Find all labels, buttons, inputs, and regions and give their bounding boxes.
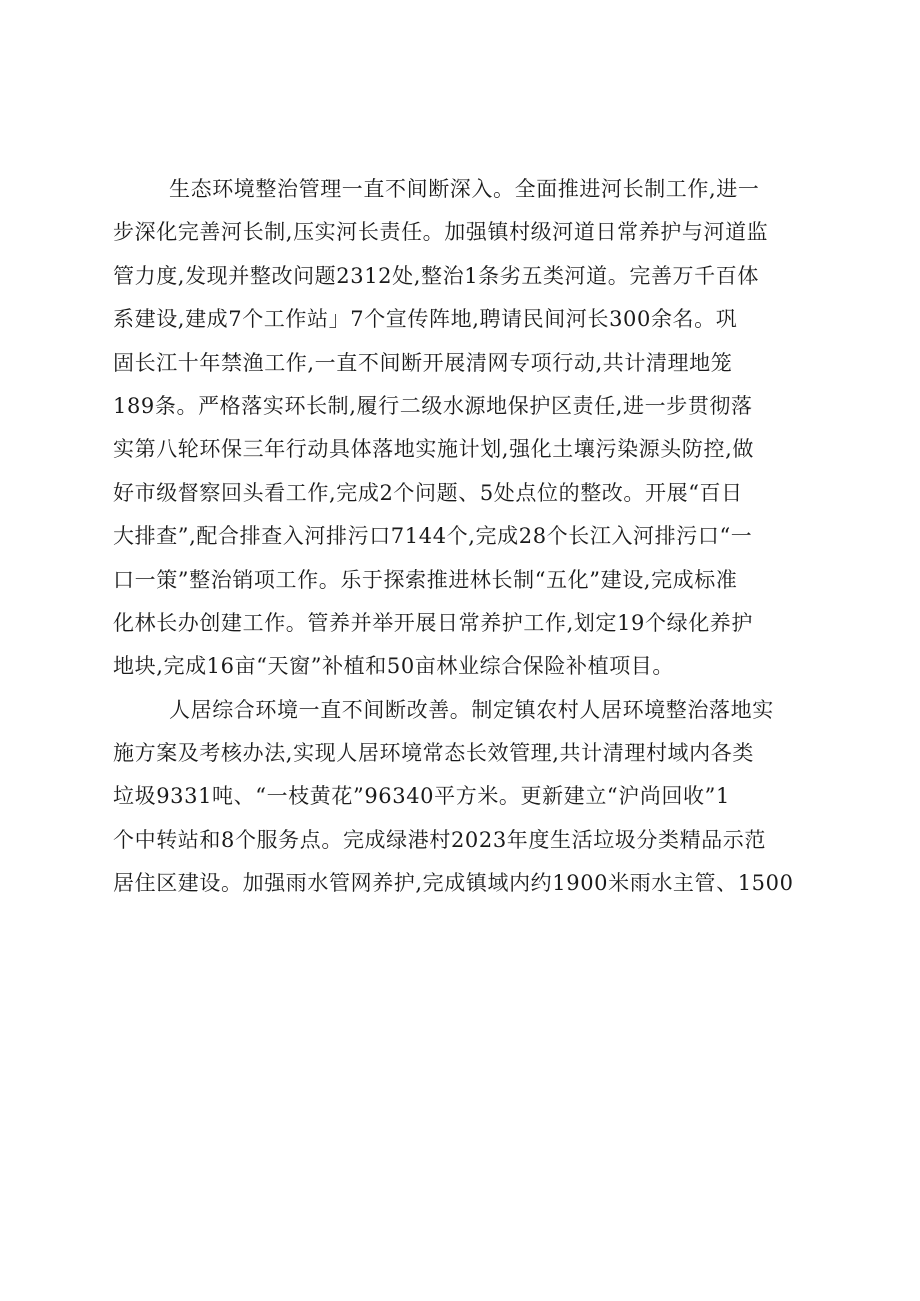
text-line: 化林长办创建工作。管养并举开展日常养护工作,划定19个绿化养护: [113, 610, 753, 635]
text-line: 固长江十年禁渔工作,一直不间断开展清网专项行动,共计清理地笼: [113, 350, 733, 375]
paragraph-ecology: [113, 168, 825, 689]
text-line: 施方案及考核办法,实现人居环境常态长效管理,共计清理村域内各类: [113, 741, 754, 766]
text-line: 居住区建设。加强雨水管网养护,完成镇域内约1900米雨水主管、1500: [113, 871, 794, 896]
paragraph-living-environment: [113, 689, 825, 906]
text-line: 189条。严格落实环长制,履行二级水源地保护区责任,进一步贯彻落: [113, 393, 753, 418]
document-body: [113, 168, 825, 906]
text-line: 系建设,建成7个工作站」7个宣传阵地,聘请民间河长300余名。巩: [113, 307, 738, 332]
text-line: 生态环境整治管理一直不间断深入。全面推进河长制工作,进一: [169, 177, 760, 201]
text-line: 好市级督察回头看工作,完成2个问题、5处点位的整改。开展“百日: [113, 480, 743, 505]
text-line: 地块,完成16亩“天窗”补植和50亩林业综合保险补植项目。: [113, 654, 674, 679]
text-line: 步深化完善河长制,压实河长责任。加强镇村级河道日常养护与河道监: [113, 220, 769, 245]
text-line: 实第八轮环保三年行动具体落地实施计划,强化土壤污染源头防控,做: [113, 437, 754, 462]
text-line: 人居综合环境一直不间断改善。制定镇农村人居环境整治落地实: [169, 697, 774, 722]
text-line: 个中转站和8个服务点。完成绿港村2023年度生活垃圾分类精品示范: [113, 827, 767, 852]
text-line: 管力度,发现并整改问题2312处,整治1条劣五类河道。完善万千百体: [113, 263, 759, 288]
text-line: 大排查”,配合排查入河排污口7144个,完成28个长江入河排污口“一: [113, 524, 753, 549]
text-line: 口一策”整治销项工作。乐于探索推进林长制“五化”建设,完成标准: [113, 567, 738, 592]
text-line: 垃圾9331吨、“一枝黄花”96340平方米。更新建立“沪尚回收”1: [113, 784, 730, 809]
